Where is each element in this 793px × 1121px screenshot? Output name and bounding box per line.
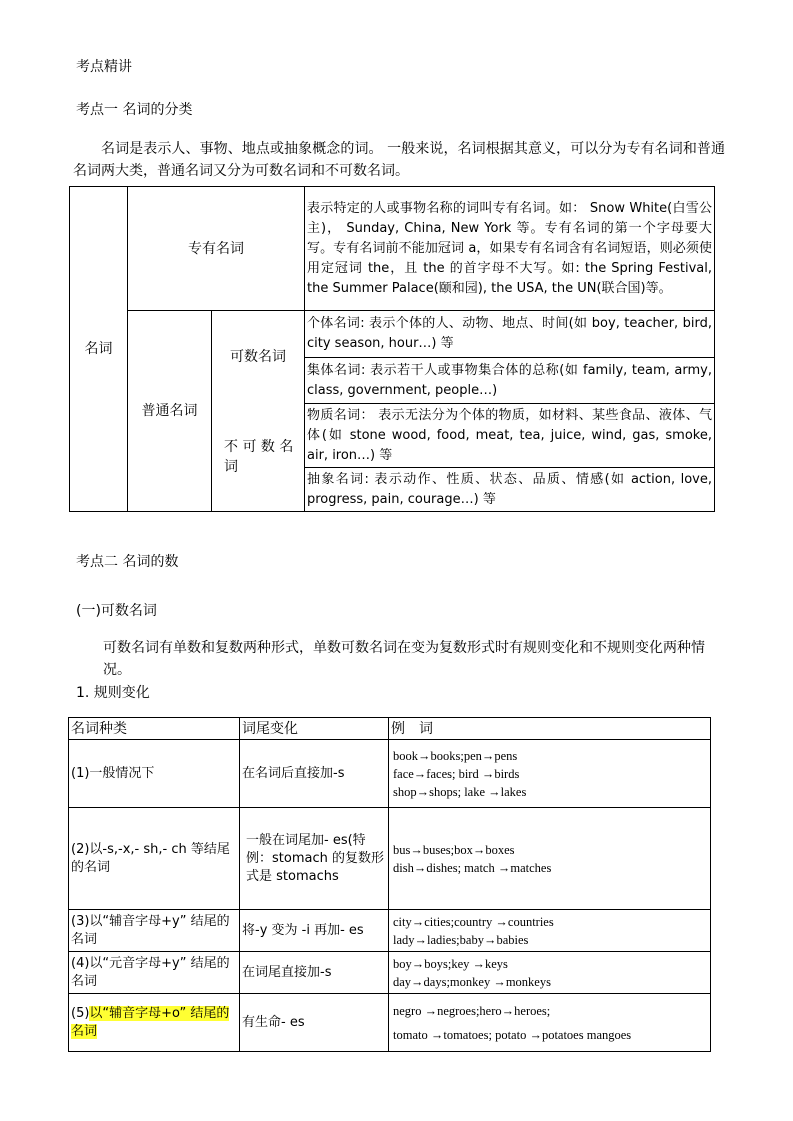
section1-heading: 考点一 名词的分类 (76, 102, 193, 118)
row2-change: 一般在词尾加- es(特例：stomach 的复数形式是 stomachs (240, 808, 389, 910)
example-line: tomato →tomatoes; potato →potatoes mangoes (393, 1027, 632, 1042)
row5-kind-prefix: (5) (71, 1005, 90, 1021)
common-noun-label: 普通名词 (128, 311, 212, 512)
example-line: bus→buses;box→boxes (393, 842, 515, 857)
example-line: day→days;monkey →monkeys (393, 974, 551, 989)
row3-kind: (3)以“辅音字母+y” 结尾的名词 (69, 910, 240, 952)
example-line: face→faces; bird →birds (393, 766, 520, 781)
row4-examples (389, 952, 711, 994)
row5-examples (389, 994, 711, 1052)
regular-change-heading: 1. 规则变化 (76, 685, 150, 701)
row5-kind (69, 994, 240, 1052)
collective-noun-desc: 集体名词: 表示若干人或事物集合体的总称(如 family, team, army, class, government, people…) (305, 358, 715, 404)
section2-intro: 可数名词有单数和复数两种形式，单数可数名词在变为复数形式时有规则变化和不规则变化两种情况。 (103, 640, 705, 678)
row4-change: 在词尾直接加-s (240, 952, 389, 994)
row4-kind: (4)以“元音字母+y” 结尾的名词 (69, 952, 240, 994)
countable-label: 可数名词 (212, 311, 305, 404)
regular-plural-table (68, 717, 711, 1052)
example-line: book→books;pen→pens (393, 748, 518, 763)
countable-subheading: (一)可数名词 (76, 603, 157, 619)
col-header-kind: 名词种类 (69, 718, 240, 740)
row3-examples (389, 910, 711, 952)
abstract-noun-desc: 抽象名词: 表示动作、性质、状态、品质、情感(如 action, love, progress, pain, courage…) 等 (305, 468, 715, 512)
example-line: lady→ladies;baby→babies (393, 932, 529, 947)
row2-kind: (2)以-s,-x,- sh,- ch 等结尾的名词 (69, 808, 240, 910)
row1-change: 在名词后直接加-s (240, 740, 389, 808)
row3-change: 将-y 变为 -i 再加- es (240, 910, 389, 952)
individual-noun-desc: 个体名词: 表示个体的人、动物、地点、时间(如 boy, teacher, bird, city season, hour…) 等 (305, 311, 715, 358)
proper-noun-label: 专有名词 (128, 187, 305, 311)
example-line: city→cities;country →countries (393, 914, 554, 929)
example-line: shop→shops; lake →lakes (393, 784, 527, 799)
page-title: 考点精讲 (76, 59, 132, 75)
row5-change: 有生命- es (240, 994, 389, 1052)
proper-noun-desc: 表示特定的人或事物名称的词叫专有名词。如： Snow White(白雪公主)， Sunday, China, New York 等。专有名词的第一个字母要大写。专有名词前不能加冠词 a，如果专有名词含有名词短语，则必须使用定冠词 the，且 the 的首字母不大写。如: the Spring Festival, the Summer Palace(颐和园), the USA, the UN(联合国)等。 (305, 187, 715, 311)
highlighted-text: 以“辅音字母+o” 结尾的名词 (71, 1005, 230, 1039)
example-line: negro →negroes;hero→heroes; (393, 1003, 551, 1018)
col-header-examples: 例 词 (389, 718, 711, 740)
noun-classification-table (69, 186, 715, 512)
material-noun-desc: 物质名词： 表示无法分为个体的物质，如材料、某些食品、液体、气体(如 stone wood, food, meat, tea, juice, wind, gas, smoke, air, iron…) 等 (305, 404, 715, 468)
uncountable-label: 不 可 数 名 词 (212, 404, 305, 512)
example-line: boy→boys;key →keys (393, 956, 508, 971)
row2-examples (389, 808, 711, 910)
section2-heading: 考点二 名词的数 (76, 554, 179, 570)
col-header-change: 词尾变化 (240, 718, 389, 740)
row1-kind: (1)一般情况下 (69, 740, 240, 808)
row1-examples (389, 740, 711, 808)
example-line: dish→dishes; match →matches (393, 860, 552, 875)
section1-intro: 名词是表示人、事物、地点或抽象概念的词。 一般来说，名词根据其意义，可以分为专有名词和普通名词两大类，普通名词又分为可数名词和不可数名词。 (73, 141, 725, 179)
noun-cell: 名词 (70, 187, 128, 512)
